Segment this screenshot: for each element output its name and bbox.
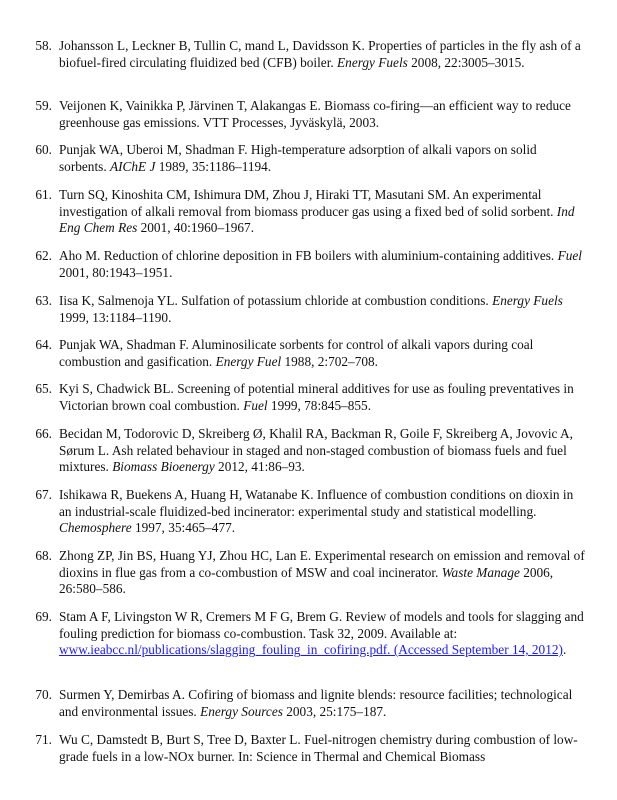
reference-url-link[interactable]: www.ieabcc.nl/publications/slagging_fouling_in_cofiring.pdf. (Accessed September 14, 2012) — [59, 642, 563, 658]
reference-text — [59, 187, 587, 237]
reference-text — [59, 609, 587, 659]
reference-body: Kyi S, Chadwick BL. Screening of potential mineral additives for use as fouling preventatives in Victorian brown coal combustion. — [59, 381, 574, 413]
journal-name: Ind Eng Chem Res — [59, 203, 575, 236]
reference-body: Iisa K, Salmenoja YL. Sulfation of potassium chloride at combustion conditions. — [59, 293, 493, 308]
reference-body: Stam A F, Livingston W R, Cremers M F G, Brem G. Review of models and tools for slagging and fouling prediction for biomass co-combustion. Task 32, 2009. Available at: — [59, 609, 584, 641]
reference-number: 67. — [35, 487, 52, 502]
reference-citation: 1997, 35:465–477. — [131, 520, 236, 536]
reference-number: 66. — [35, 426, 52, 441]
reference-body: Wu C, Damstedt B, Burt S, Tree D, Baxter L. Fuel-nitrogen chemistry during combustion of low-grade fuels in a low-NOx burner. In: Science in Thermal and Chemical Biomass — [59, 732, 578, 764]
reference-citation: 1999, 13:1184–1190. — [59, 309, 172, 325]
reference-body: Aho M. Reduction of chlorine deposition in FB boilers with aluminium-containing additives. — [59, 248, 558, 263]
reference-text — [59, 487, 587, 537]
reference-text — [59, 98, 587, 131]
journal-name: Chemosphere — [59, 520, 132, 536]
reference-citation: . — [562, 642, 567, 658]
reference-body: Ishikawa R, Buekens A, Huang H, Watanabe K. Influence of combustion conditions on dioxin in an industrial-scale fluidized-bed incinerator: experimental study and statistical modelling. — [59, 487, 574, 519]
reference-number: 60. — [35, 142, 52, 157]
reference-body: Becidan M, Todorovic D, Skreiberg Ø, Khalil RA, Backman R, Goile F, Skreiberg A, Jovovic A, Sørum L. Ash related behaviour in staged and non-staged combustion of biomass fuels and fuel mixtures. — [59, 426, 573, 475]
reference-body: Surmen Y, Demirbas A. Cofiring of biomass and lignite blends: resource facilities; technological and environmental issues. — [59, 687, 573, 719]
reference-citation: 2003, 25:175–187. — [282, 703, 387, 719]
reference-text — [59, 381, 587, 414]
reference-text — [59, 548, 587, 598]
reference-number: 71. — [35, 732, 52, 747]
journal-name: Energy Sources — [200, 703, 283, 719]
reference-citation: 1989, 35:1186–1194. — [155, 158, 272, 174]
journal-name: Biomass Bioenergy — [112, 459, 215, 475]
reference-text — [59, 426, 587, 476]
reference-number: 68. — [35, 548, 52, 563]
reference-body: Punjak WA, Shadman F. Aluminosilicate sorbents for control of alkali vapors during coal combustion and gasification. — [59, 337, 534, 369]
reference-text — [59, 142, 587, 175]
journal-name: Waste Manage — [441, 564, 520, 580]
reference-text — [59, 687, 587, 720]
reference-number: 70. — [35, 687, 52, 702]
reference-citation: 2001, 40:1960–1967. — [137, 220, 255, 236]
reference-body: Punjak WA, Uberoi M, Shadman F. High-temperature adsorption of alkali vapors on solid sorbents. — [59, 142, 537, 174]
reference-body: Johansson L, Leckner B, Tullin C, mand L, Davidsson K. Properties of particles in the fly ash of a biofuel-fired circulating fluidized bed (CFB) boiler. — [59, 38, 581, 70]
journal-name: Energy Fuels — [337, 54, 408, 70]
reference-text — [59, 293, 587, 326]
journal-name: Energy Fuel — [215, 353, 282, 369]
reference-body: Zhong ZP, Jin BS, Huang YJ, Zhou HC, Lan E. Experimental research on emission and removal of dioxins in flue gas from a co-combustion of MSW and coal incinerator. — [59, 548, 585, 580]
reference-citation: 2008, 22:3005–3015. — [407, 54, 525, 70]
reference-number: 64. — [35, 337, 52, 352]
journal-name: Fuel — [557, 248, 582, 263]
reference-number: 69. — [35, 609, 52, 624]
reference-citation: 1999, 78:845–855. — [267, 397, 372, 413]
reference-citation: 1988, 2:702–708. — [281, 353, 378, 369]
reference-body: Turn SQ, Kinoshita CM, Ishimura DM, Zhou J, Hiraki TT, Masutani SM. An experimental investigation of alkali removal from biomass producer gas using a fixed bed of solid sorbent. — [59, 187, 557, 219]
reference-number: 61. — [35, 187, 52, 202]
reference-number: 59. — [35, 98, 52, 113]
reference-text — [59, 38, 587, 71]
journal-name: Energy Fuels — [492, 293, 563, 308]
reference-number: 65. — [35, 381, 52, 396]
reference-text — [59, 732, 587, 765]
reference-text — [59, 337, 587, 370]
reference-citation: 2001, 80:1943–1951. — [59, 264, 173, 280]
reference-citation: 2006, 26:580–586. — [59, 564, 554, 597]
reference-number: 63. — [35, 293, 52, 308]
reference-text — [59, 248, 587, 281]
reference-citation: 2012, 41:86–93. — [214, 459, 305, 475]
reference-number: 62. — [35, 248, 52, 263]
journal-name: Fuel — [243, 397, 268, 413]
reference-number: 58. — [35, 38, 52, 53]
reference-body: Veijonen K, Vainikka P, Järvinen T, Alakangas E. Biomass co-firing—an efficient way to reduce greenhouse gas emissions. VTT Processes, Jyväskylä, 2003. — [59, 98, 571, 130]
journal-name: AIChE J — [109, 158, 156, 174]
